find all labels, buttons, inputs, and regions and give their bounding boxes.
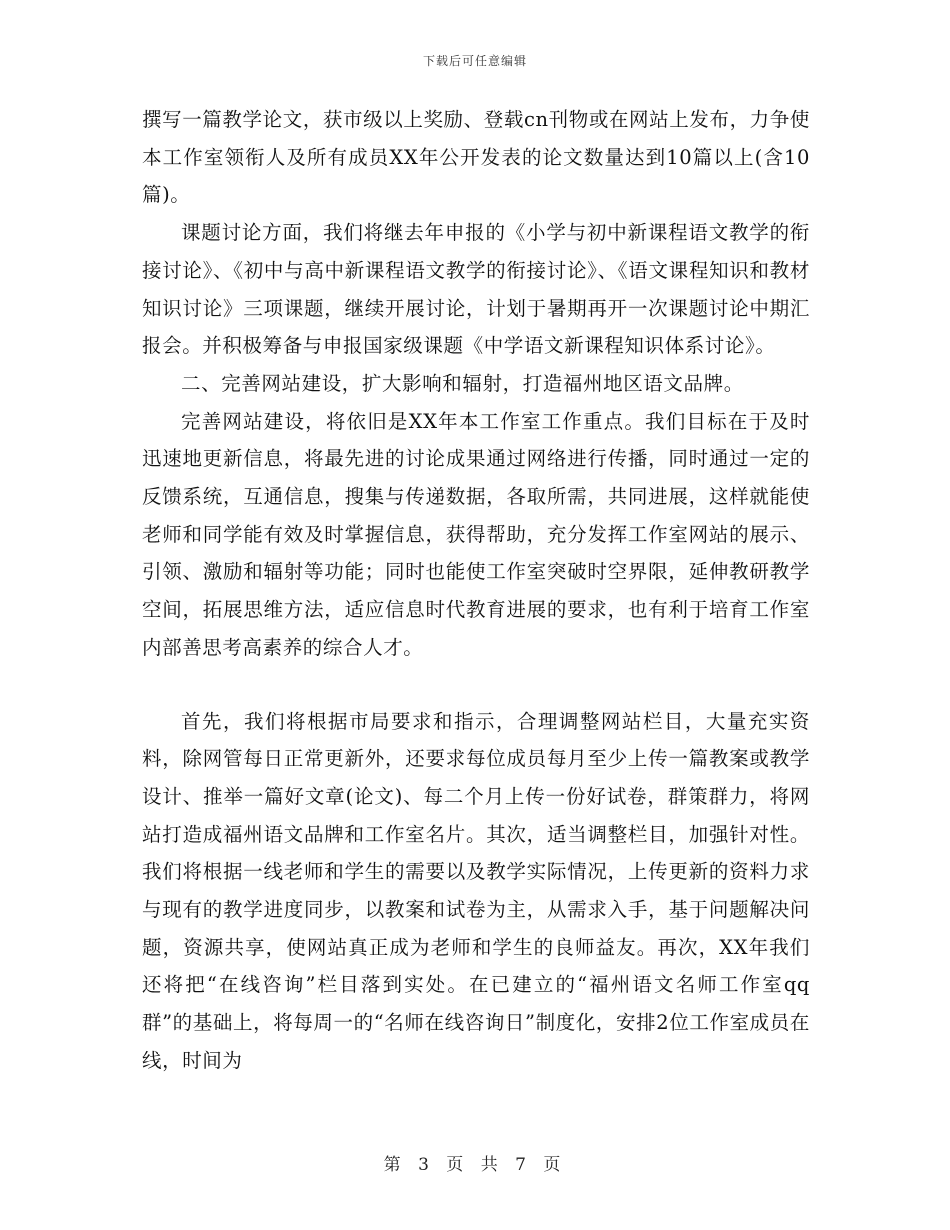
document-body xyxy=(142,101,810,1080)
section-heading: 二、完善网站建设，扩大影响和辐射，打造福州地区语文品牌。 xyxy=(181,371,744,395)
page-header: 下载后可任意编辑 xyxy=(422,54,527,68)
paragraph-gap xyxy=(142,667,810,703)
paragraph-2: 课题讨论方面，我们将继去年申报的《小学与初中新课程语文教学的衔接讨论》、《初中与高中新课程语文教学的衔接讨论》、《语文课程知识和教材知识讨论》三项课题，继续开展讨论，计划于暑期再开一次课题讨论中期汇报会。并积极筹备与申报国家级课题《中学语文新课程知识体系讨论》。 xyxy=(142,221,810,358)
paragraph-4: 首先，我们将根据市局要求和指示，合理调整网站栏目，大量充实资料，除网管每日正常更新外，还要求每位成员每月至少上传一篇教案或教学设计、推举一篇好文章(论文)、每二个月上传一份好试卷，群策群力，将网站打造成福州语文品牌和工作室名片。其次，适当调整栏目，加强针对性。我们将根据一线老师和学生的需要以及教学实际情况，上传更新的资料力求与现有的教学进度同步，以教案和试卷为主，从需求入手，基于问题解决问题，资源共享，使网站真正成为老师和学生的良师益友。再次，XX年我们还将把“在线咨询”栏目落到实处。在已建立的“福州语文名师工作室qq群”的基础上，将每周一的“名师在线咨询日”制度化，安排2位工作室成员在线，时间为 xyxy=(142,709,810,1072)
paragraph-1: 撰写一篇教学论文，获市级以上奖励、登载cn刊物或在网站上发布，力争使本工作室领衔人及所有成员XX年公开发表的论文数量达到10篇以上(含10篇)。 xyxy=(142,108,810,207)
page-number: 第 3 页 共 7 页 xyxy=(383,1155,567,1175)
paragraph-3: 完善网站建设，将依旧是XX年本工作室工作重点。我们目标在于及时迅速地更新信息，将最先进的讨论成果通过网络进行传播，同时通过一定的反馈系统，互通信息，搜集与传递数据，各取所需，共同进展，这样就能使老师和同学能有效及时掌握信息，获得帮助，充分发挥工作室网站的展示、引领、激励和辐射等功能；同时也能使工作室突破时空界限，延伸教研教学空间，拓展思维方法，适应信息时代教育进展的要求，也有利于培育工作室内部善思考高素养的综合人才。 xyxy=(142,409,810,659)
